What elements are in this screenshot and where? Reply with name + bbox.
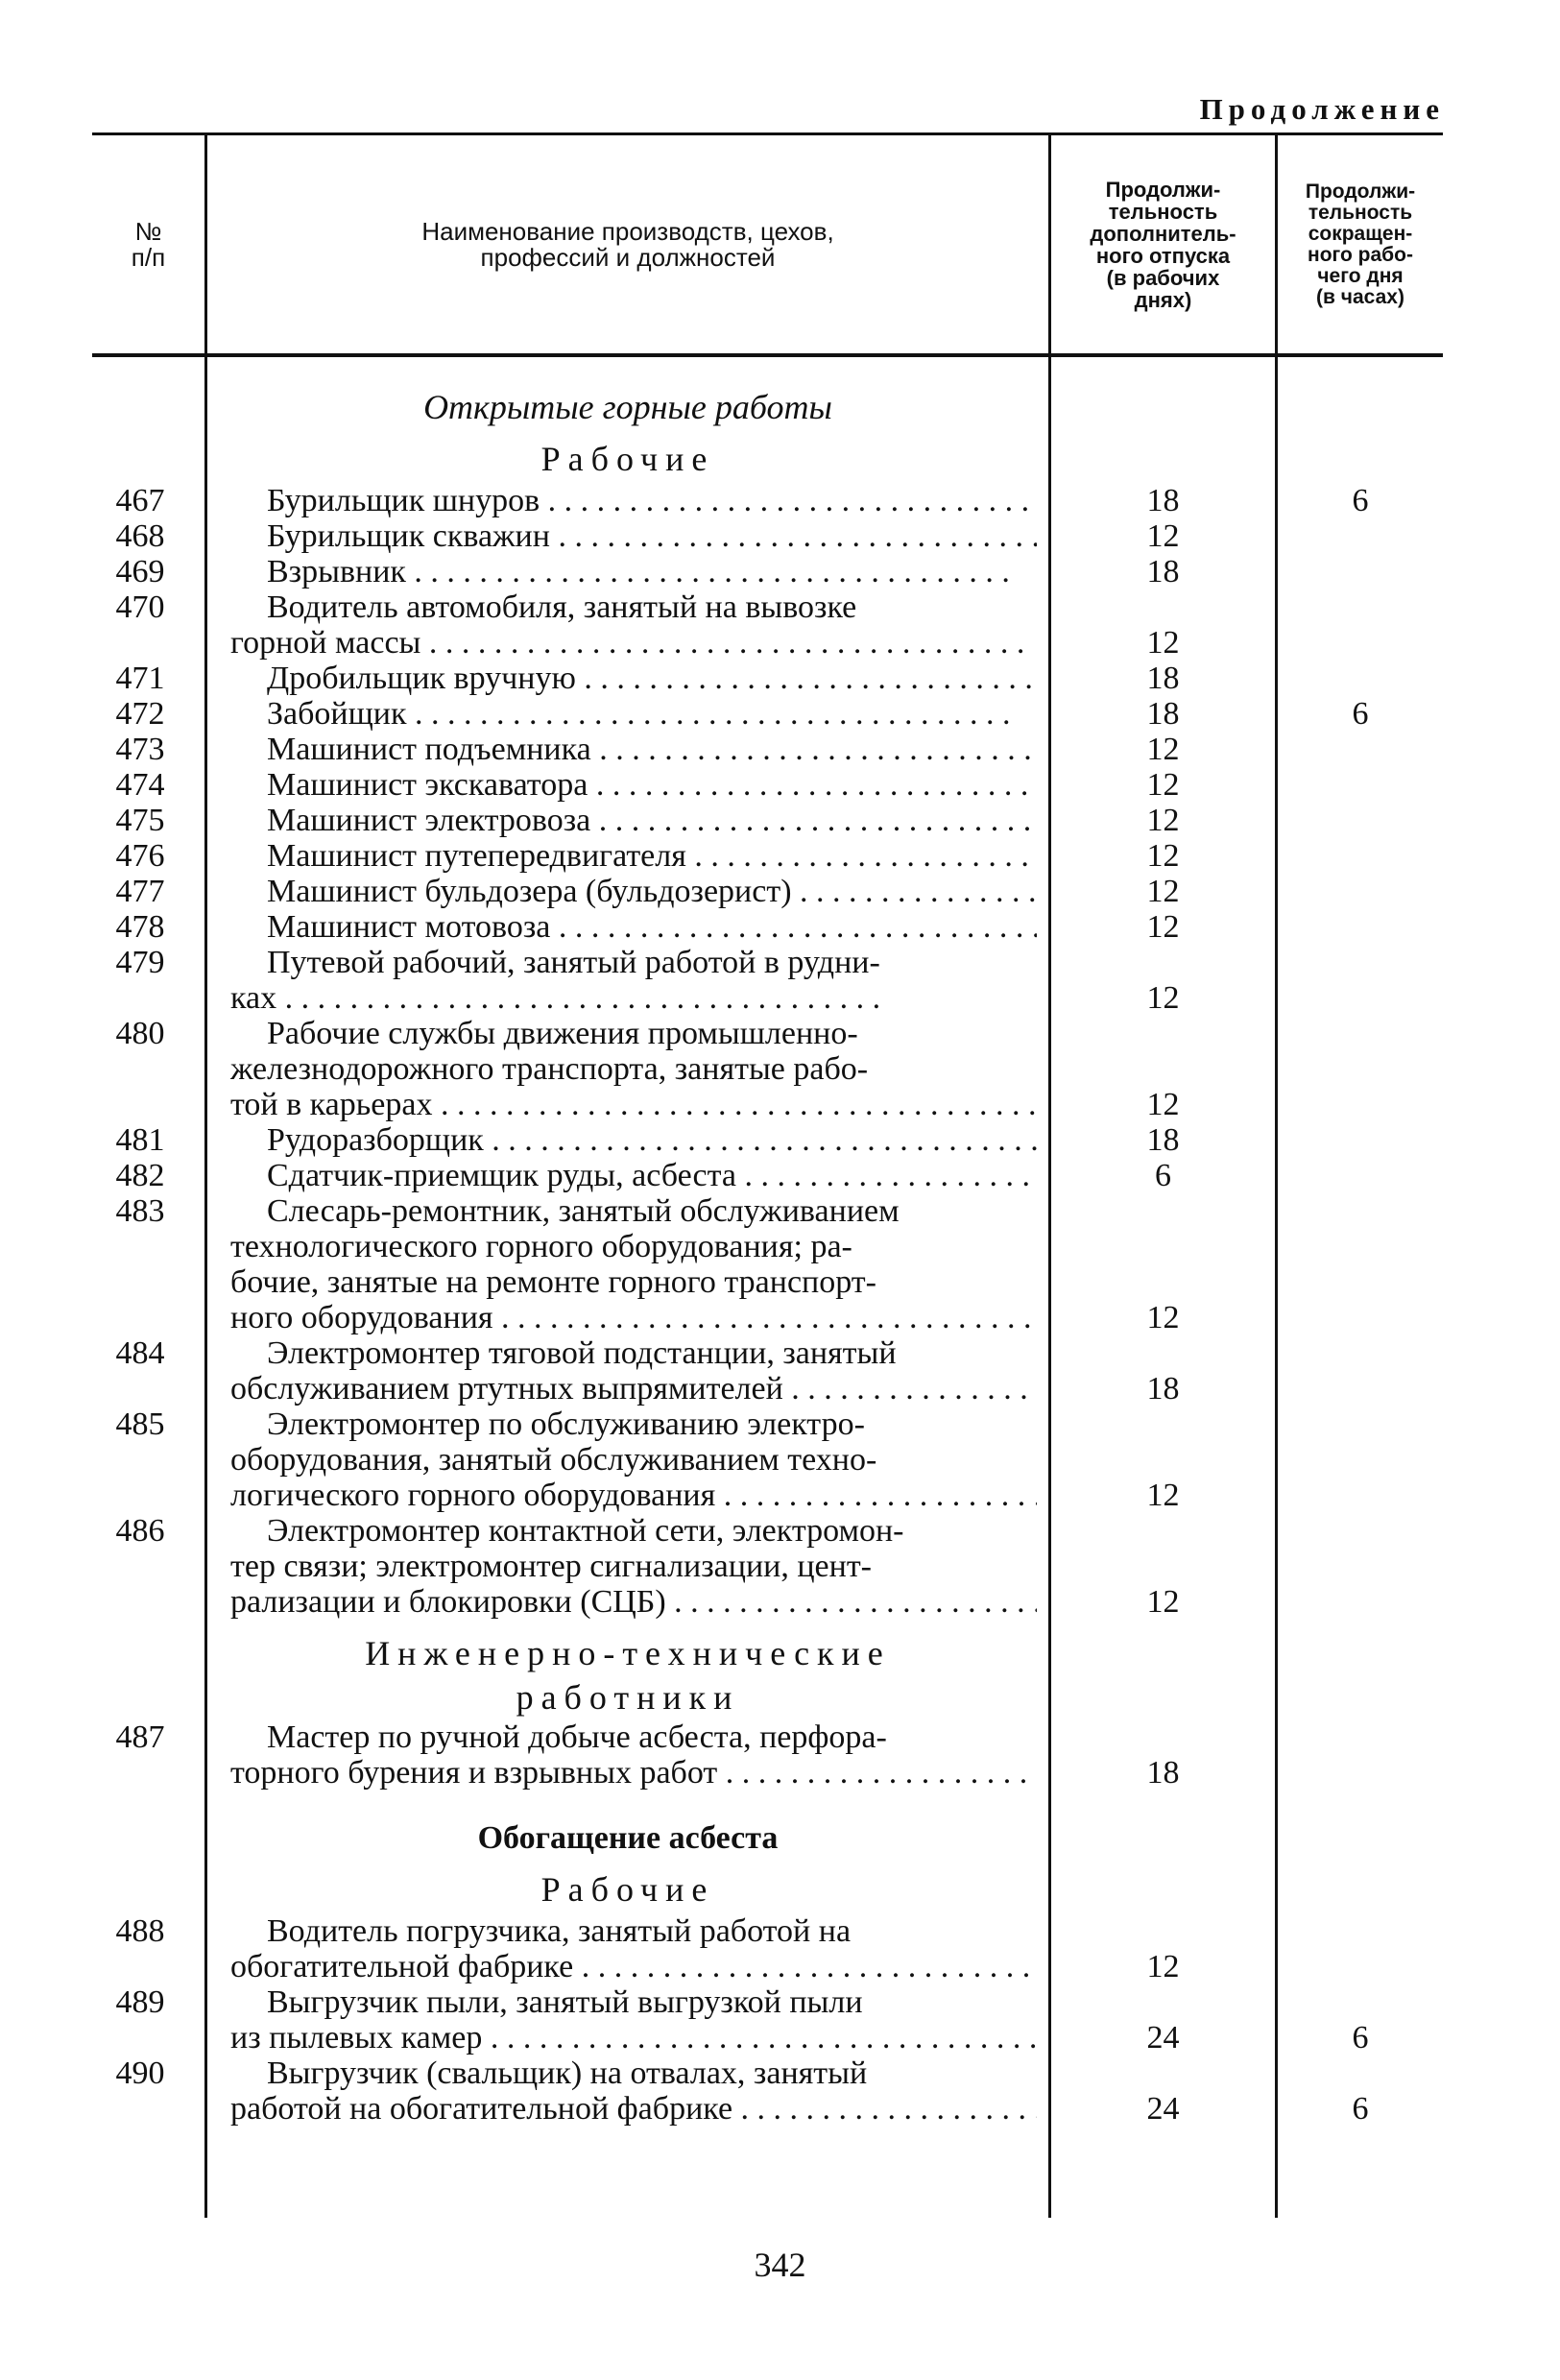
table-row [0,661,1560,696]
row-name-line: Машинист подъемника . . . [230,732,1037,767]
row-number: 470 [115,589,165,625]
row-name-line: обслуживанием ртутных выпрямителей . . . [230,1371,1037,1406]
table-row [0,1406,1560,1513]
row-leave-days: 12 [1146,874,1180,909]
row-number: 473 [115,732,165,767]
row-leave-days: 12 [1146,980,1180,1016]
row-name [230,1913,1037,1984]
row-name-line: Взрывник . . . [230,554,1037,589]
table-row [0,589,1560,661]
row-name-line: Путевой рабочий, занятый работой в рудни- [267,945,880,980]
row-leave-days: 24 [1146,2091,1180,2127]
row-name-line: ках . . . [230,980,1037,1016]
row-number: 476 [115,838,165,874]
row-name-line: тер связи; электромонтер сигнализации, цент- [230,1549,872,1584]
table-row [0,483,1560,518]
row-name-line: рализации и блокировки (СЦБ) . . . [230,1584,1037,1620]
continuation-label: Продолжение [1199,92,1445,126]
row-number: 486 [115,1513,165,1549]
row-name-line: Забойщик . . . [230,696,1037,732]
row-number: 479 [115,945,165,980]
table-row [0,909,1560,945]
table-row [0,767,1560,803]
table-row [0,732,1560,767]
row-number: 485 [115,1406,165,1442]
row-number: 480 [115,1016,165,1051]
row-name [230,483,1037,518]
table-row [0,2055,1560,2127]
spacer [0,1620,1560,1631]
header-workday-duration: Продолжи- тельность сокращен- ного рабо- чего дня (в часах) [1305,180,1416,309]
table-row [0,1719,1560,1791]
row-number: 475 [115,803,165,838]
row-group [0,483,1560,1620]
row-name-line: Машинист бульдозера (бульдозерист) . . . [230,874,1037,909]
row-leave-days: 18 [1146,696,1180,732]
row-name-line: Выгрузчик (свальщик) на отвалах, занятый [267,2055,868,2091]
row-leave-days: 18 [1146,661,1180,696]
table-body [0,379,1560,2127]
row-name-line: Машинист путепередвигателя . . . [230,838,1037,874]
section-subtitle: Рабочие [540,440,715,478]
row-name [230,518,1037,554]
row-leave-days: 12 [1146,625,1180,661]
row-leave-days: 18 [1146,483,1180,518]
row-leave-days: 12 [1146,1300,1180,1335]
row-name [230,1193,1037,1335]
row-number: 489 [115,1984,165,2020]
row-leave-days: 12 [1146,1087,1180,1122]
row-name [230,909,1037,945]
row-number: 474 [115,767,165,803]
row-group [0,1913,1560,2127]
row-name-line: той в карьерах . . . [230,1087,1037,1122]
row-leave-days: 18 [1146,554,1180,589]
header-number: № п/п [131,216,166,272]
row-leave-days: 12 [1146,838,1180,874]
row-number: 482 [115,1158,165,1193]
row-leave-days: 12 [1146,518,1180,554]
row-name [230,589,1037,661]
row-name-line: Бурильщик скважин . . . [230,518,1037,554]
row-workday-hours: 6 [1352,696,1369,732]
header-leave-duration: Продолжи- тельность дополнитель- ного отпуска (в рабочих днях) [1090,177,1236,313]
row-name-line: Электромонтер контактной сети, электромон- [267,1513,904,1549]
row-number: 469 [115,554,165,589]
row-name-line: железнодорожного транспорта, занятые рабо- [230,1051,869,1087]
table-row [0,1193,1560,1335]
row-name-line: Водитель погрузчика, занятый работой на [267,1913,852,1949]
row-name [230,732,1037,767]
section-title: Обогащение асбеста [477,1820,779,1856]
row-name-line: бочие, занятые на ремонте горного транспорт- [230,1264,876,1300]
row-name [230,661,1037,696]
row-leave-days: 6 [1155,1158,1171,1193]
row-name-line: работой на обогатительной фабрике . . . [230,2091,1037,2127]
row-leave-days: 18 [1146,1122,1180,1158]
table-row [0,696,1560,732]
row-leave-days: 12 [1146,1949,1180,1984]
row-name-line: Машинист электровоза . . . [230,803,1037,838]
row-name [230,696,1037,732]
row-workday-hours: 6 [1352,2020,1369,2055]
section-subtitle: работники [516,1678,740,1717]
page-number: 342 [754,2246,806,2284]
row-name-line: Электромонтер тяговой подстанции, занятый [267,1335,897,1371]
row-leave-days: 12 [1146,909,1180,945]
row-number: 478 [115,909,165,945]
row-number: 490 [115,2055,165,2091]
table-row [0,1335,1560,1406]
table-row [0,1158,1560,1193]
section-title: Открытые горные работы [423,388,832,426]
row-name-line: из пылевых камер . . . [230,2020,1037,2055]
row-name [230,554,1037,589]
row-number: 481 [115,1122,165,1158]
row-leave-days: 18 [1146,1371,1180,1406]
table-row [0,1016,1560,1122]
row-name [230,874,1037,909]
row-name-line: ного оборудования . . . [230,1300,1037,1335]
header-bottom-rule [92,353,1443,357]
table-row [0,518,1560,554]
row-number: 488 [115,1913,165,1949]
row-workday-hours: 6 [1352,2091,1369,2127]
table-row [0,1513,1560,1620]
row-name-line: Машинист экскаватора . . . [230,767,1037,803]
table-row [0,1984,1560,2055]
table-row [0,1122,1560,1158]
row-name-line: Выгрузчик пыли, занятый выгрузкой пыли [267,1984,863,2020]
row-number: 471 [115,661,165,696]
row-leave-days: 12 [1146,1584,1180,1620]
row-leave-days: 18 [1146,1755,1180,1791]
row-name-line: оборудования, занятый обслуживанием техно- [230,1442,877,1478]
row-name-line: Водитель автомобиля, занятый на вывозке [267,589,857,625]
row-name-line: Бурильщик шнуров . . . [230,483,1037,518]
table-row [0,1913,1560,1984]
row-name-line: Сдатчик-приемщик руды, асбеста . . . [230,1158,1037,1193]
row-name-line: Рудоразборщик . . . [230,1122,1037,1158]
row-name-line: логического горного оборудования . . . [230,1478,1037,1513]
row-name [230,767,1037,803]
row-number: 467 [115,483,165,518]
row-number: 472 [115,696,165,732]
row-number: 483 [115,1193,165,1229]
row-number: 468 [115,518,165,554]
row-leave-days: 12 [1146,1478,1180,1513]
row-number: 484 [115,1335,165,1371]
row-name [230,945,1037,1016]
row-name [230,1122,1037,1158]
row-name-line: горной массы . . . [230,625,1037,661]
header-name: Наименование производств, цехов, профессий и должностей [421,216,834,272]
row-name-line: Машинист мотовоза . . . [230,909,1037,945]
row-name-line: торного бурения и взрывных работ . . . [230,1755,1037,1791]
row-name-line: обогатительной фабрике . . . [230,1949,1037,1984]
row-name [230,1513,1037,1620]
row-name-line: Электромонтер по обслуживанию электро- [267,1406,865,1442]
row-workday-hours: 6 [1352,483,1369,518]
row-name-line: Дробильщик вручную . . . [230,661,1037,696]
row-leave-days: 12 [1146,732,1180,767]
row-name-line: технологического горного оборудования; ра- [230,1229,852,1264]
row-name-line: Слесарь-ремонтник, занятый обслуживанием [267,1193,900,1229]
row-name [230,1984,1037,2055]
table-row [0,554,1560,589]
table-row [0,803,1560,838]
row-leave-days: 12 [1146,803,1180,838]
table-row [0,945,1560,1016]
row-name [230,803,1037,838]
row-name [230,1719,1037,1791]
row-name [230,1016,1037,1122]
row-leave-days: 24 [1146,2020,1180,2055]
row-group [0,1719,1560,1791]
table-row [0,874,1560,909]
table-top-rule [92,132,1443,135]
row-name-line: Рабочие службы движения промышленно- [267,1016,858,1051]
table-row [0,838,1560,874]
row-name [230,2055,1037,2127]
row-number: 477 [115,874,165,909]
row-name [230,1158,1037,1193]
section-subtitle: Инженерно-технические [365,1634,891,1672]
section-subtitle: Рабочие [540,1870,715,1909]
row-name [230,1406,1037,1513]
row-name [230,838,1037,874]
row-name-line: Мастер по ручной добыче асбеста, перфора- [267,1719,887,1755]
row-name [230,1335,1037,1406]
row-leave-days: 12 [1146,767,1180,803]
row-number: 487 [115,1719,165,1755]
